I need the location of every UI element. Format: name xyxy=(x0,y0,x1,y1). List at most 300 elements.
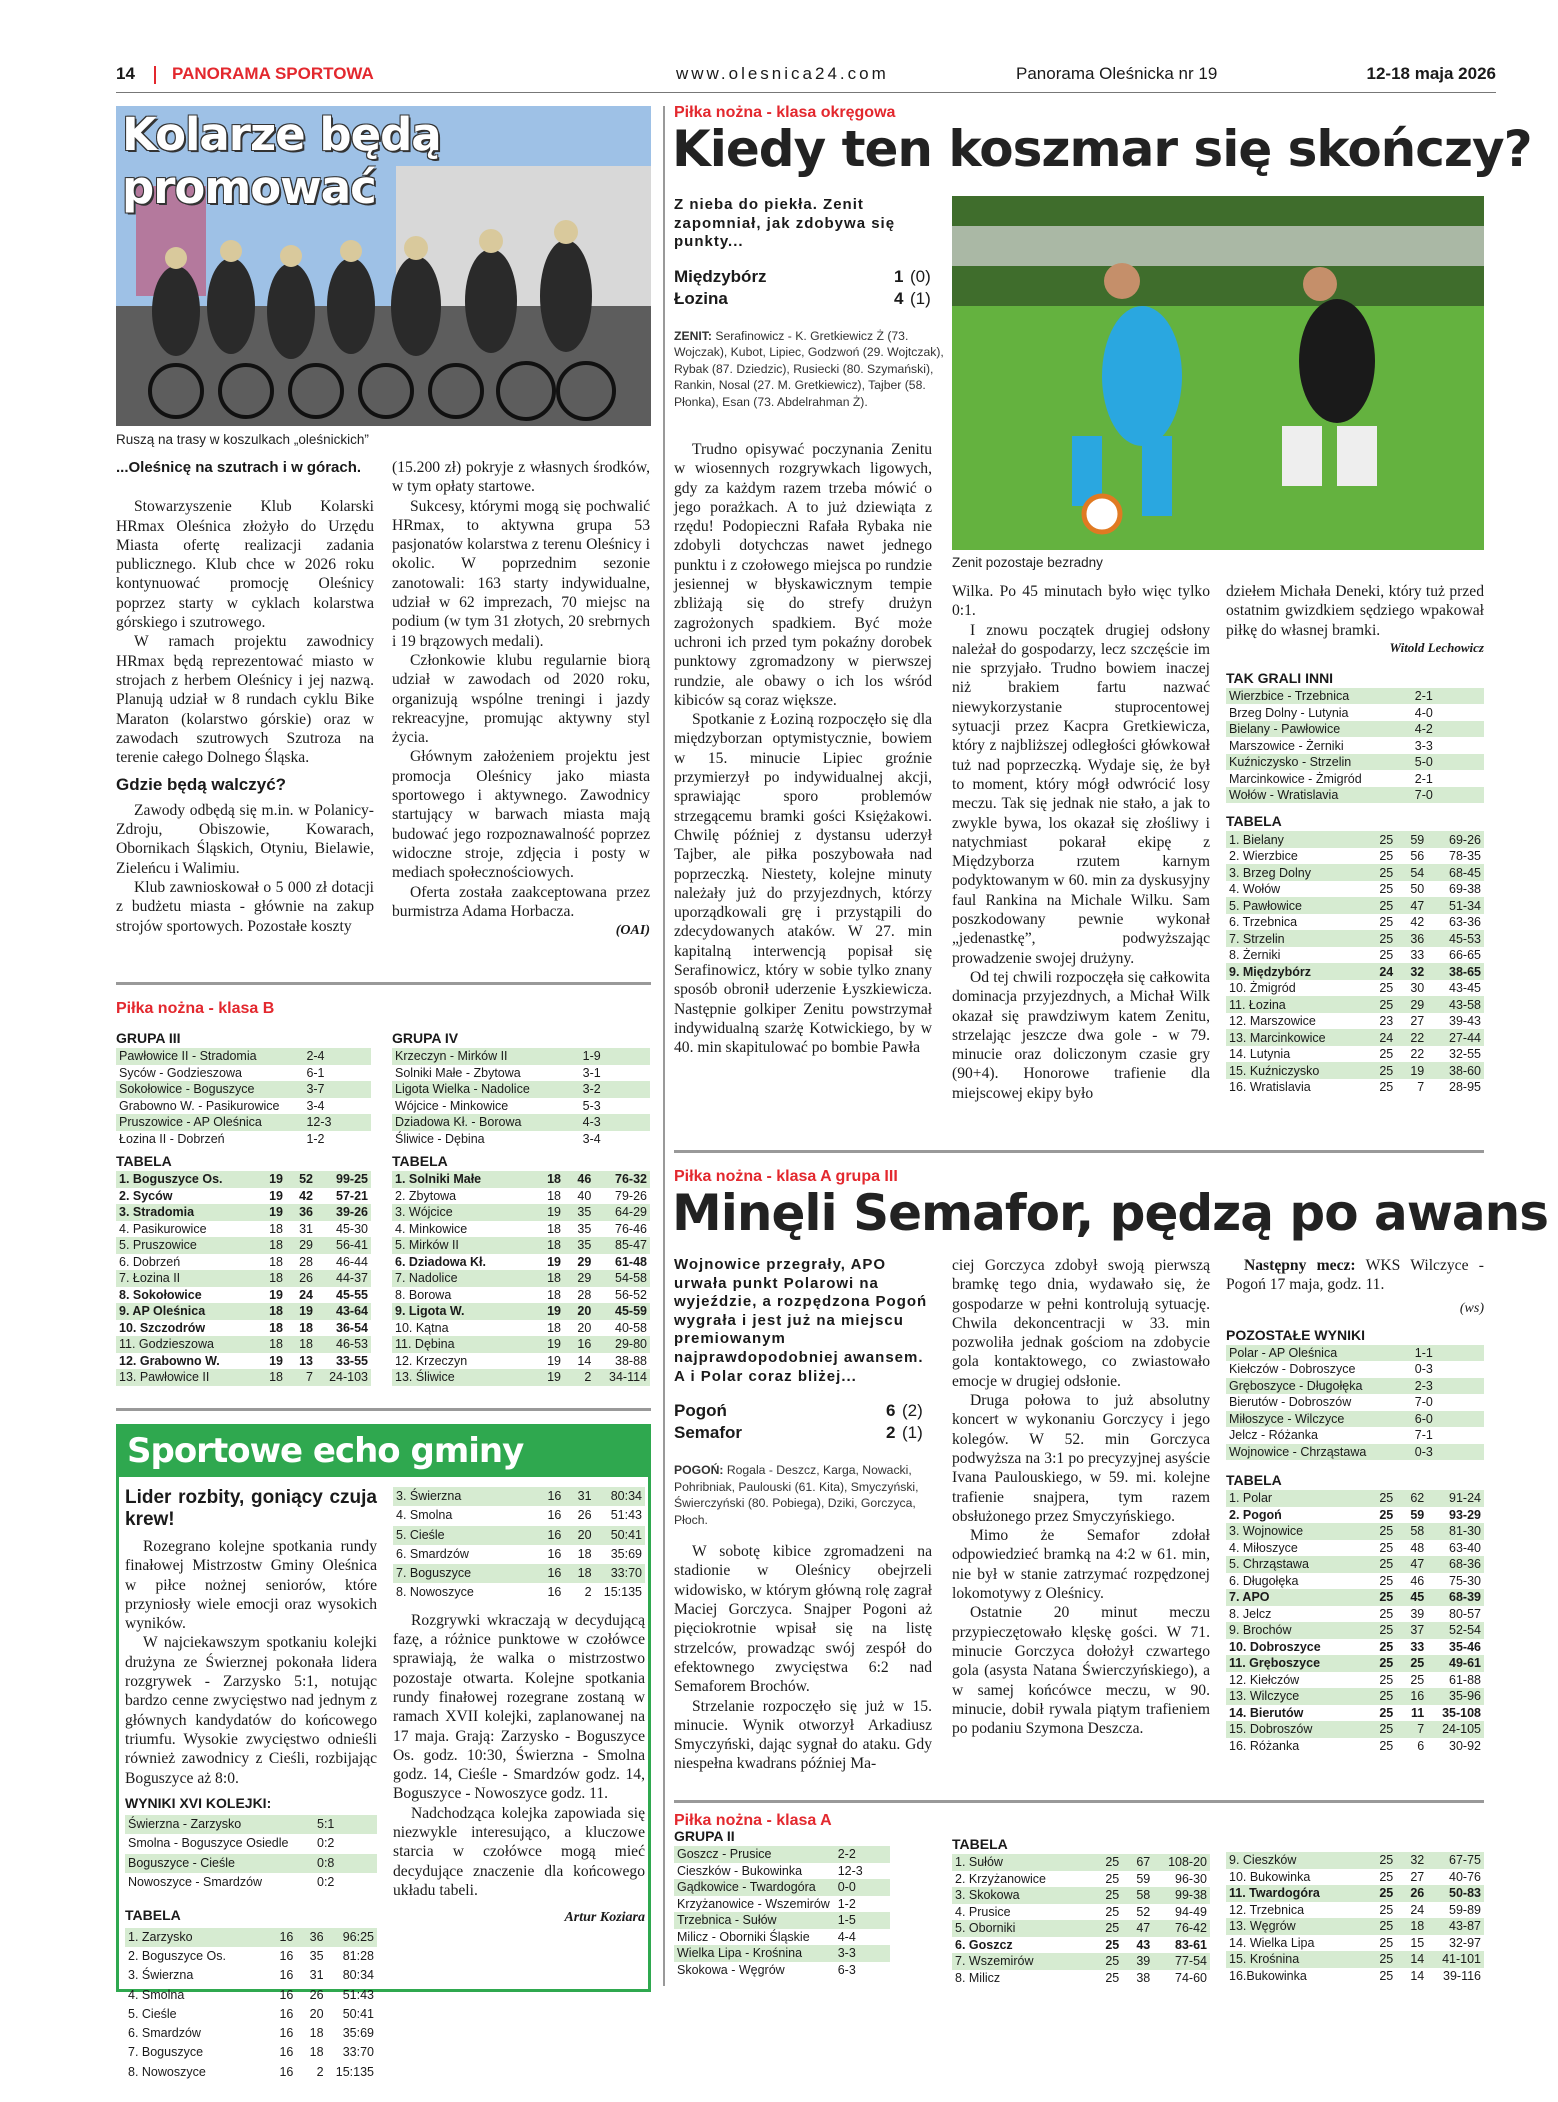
goals-cell: 24-103 xyxy=(316,1369,371,1386)
team-cell: 15. Krośnina xyxy=(1226,1951,1360,1968)
standings-row xyxy=(116,1320,371,1337)
standings-row xyxy=(1226,1079,1484,1096)
standings-row xyxy=(1226,1852,1484,1869)
standings-row xyxy=(116,1287,371,1304)
points-cell: 25 xyxy=(1410,1672,1425,1687)
site-url[interactable]: www.olesnica24.com xyxy=(676,64,889,83)
goals-cell: 43-45 xyxy=(1449,981,1481,996)
zenit-squad-label: ZENIT: xyxy=(674,328,712,343)
result-row xyxy=(392,1048,650,1065)
goals-cell: 43-58 xyxy=(1427,996,1484,1013)
team-cell: 7. Wszemirów xyxy=(952,1953,1086,1970)
score-cell: 2-1 xyxy=(1414,771,1433,786)
standings-row xyxy=(116,1204,371,1221)
team-cell: 5. Oborniki xyxy=(952,1920,1086,1937)
points-cell: 42 xyxy=(1410,915,1425,930)
standings-row xyxy=(392,1287,650,1304)
echo-p1: Rozegrano kolejne spotkania rundy finałowej Mistrzostw Gminy Oleśnica w piłce nożnej seniorów, które przyniosły wiele emocji oraz wysokich wyników. xyxy=(125,1538,377,1633)
team-cell: 5. Pawłowice xyxy=(1226,897,1360,914)
goals-cell: 96:25 xyxy=(327,1928,377,1947)
result-row xyxy=(125,1815,377,1834)
points-cell: 56 xyxy=(1410,849,1425,864)
standings-row xyxy=(392,1336,650,1353)
standings-row xyxy=(116,1171,371,1188)
team-cell: 13. Węgrów xyxy=(1226,1918,1360,1935)
games-cell: 23 xyxy=(1379,1014,1394,1029)
team-cell: 1. Solniki Małe xyxy=(392,1171,534,1188)
goals-cell: 15:135 xyxy=(603,1585,642,1600)
points-cell: 20 xyxy=(577,1320,592,1335)
points-cell: 13 xyxy=(299,1353,313,1368)
goals-cell: 76-46 xyxy=(615,1221,647,1236)
goals-cell: 67-75 xyxy=(1427,1852,1484,1869)
games-cell: 25 xyxy=(1379,1935,1394,1950)
points-cell: 29 xyxy=(577,1254,592,1269)
echo-table-b xyxy=(393,1487,645,1603)
standings-row xyxy=(1226,831,1484,848)
team-cell: 5. Mirków II xyxy=(392,1237,534,1254)
pogon-c3: ciej Gorczyca zdobył swoją pierwszą bramkę tego dnia, wydawało się, że gospodarze w pełni kontrolują sytuację. Chwila dekoncentracji w 33. min pozwoliła jednak gościom na zdobycie gola kontaktowego, co zwiastowało emocje w drugiej odsłonie. xyxy=(952,1257,1210,1390)
standings-row xyxy=(393,1564,645,1583)
standings-row xyxy=(1226,1738,1484,1755)
team-cell: 11. Godzieszowa xyxy=(116,1336,256,1353)
team-cell: 1. Bielany xyxy=(1226,831,1360,848)
standings-row xyxy=(1226,1902,1484,1919)
standings-row xyxy=(1226,1490,1484,1507)
cyclists-caption: Ruszą na trasy w koszulkach „oleśnickich” xyxy=(116,432,369,447)
games-cell: 25 xyxy=(1379,1507,1394,1522)
group3-table-title: TABELA xyxy=(116,1153,172,1169)
football-photo xyxy=(952,196,1484,550)
points-cell: 2 xyxy=(316,2064,324,2079)
goals-cell: 39-116 xyxy=(1443,1968,1481,1983)
team-cell: 4. Pasikurowice xyxy=(119,1221,207,1236)
team-cell: 8. Żerniki xyxy=(1229,948,1281,963)
result-row xyxy=(674,1879,890,1896)
score-cell: 3-3 xyxy=(835,1945,890,1962)
pogon-squad xyxy=(674,1462,932,1528)
standings-row xyxy=(1226,914,1484,931)
football-illustration xyxy=(952,196,1484,550)
games-cell: 16 xyxy=(534,1487,564,1506)
games-cell: 18 xyxy=(256,1303,286,1320)
score-cell: 0-0 xyxy=(835,1879,890,1896)
pogon-team2: Semafor xyxy=(674,1423,743,1443)
score-cell: 4-3 xyxy=(580,1114,650,1131)
standings-row xyxy=(125,1966,377,1985)
goals-cell: 35-46 xyxy=(1449,1639,1481,1654)
goals-cell: 93-29 xyxy=(1449,1507,1481,1522)
team-cell: 2. Pogoń xyxy=(1229,1507,1282,1522)
score-cell: 4-0 xyxy=(1414,705,1433,720)
team-cell: 8. Sokołowice xyxy=(119,1287,202,1302)
games-cell: 25 xyxy=(1379,1672,1394,1687)
pogon-col3 xyxy=(1226,1256,1484,1754)
team-cell: 7. Nadolice xyxy=(392,1270,534,1287)
team-cell: 5. Cieśle xyxy=(128,2006,177,2021)
standings-row xyxy=(952,1920,1210,1937)
games-cell: 25 xyxy=(1360,1688,1396,1705)
page-number: 14 xyxy=(116,64,135,83)
result-row xyxy=(125,1873,377,1892)
zenit-c6: dziełem Michała Deneki, który tuż przed ostatnim gwizdkiem sędziego wpakował piłkę do własnej bramki. xyxy=(1226,583,1484,639)
result-row xyxy=(1226,688,1484,705)
games-cell: 18 xyxy=(547,1320,561,1335)
standings-row xyxy=(1226,1672,1484,1689)
zenit-others xyxy=(1226,688,1484,804)
points-cell: 38 xyxy=(1136,1970,1151,1985)
goals-cell: 91-24 xyxy=(1427,1490,1484,1507)
pogon-next xyxy=(1226,1256,1484,1295)
team-cell: 8. Nowoszyce xyxy=(128,2064,206,2079)
points-cell: 48 xyxy=(1410,1540,1425,1555)
team-cell: 3. Świerzna xyxy=(128,1968,194,1983)
standings-row xyxy=(116,1336,371,1353)
goals-cell: 40-58 xyxy=(615,1320,647,1335)
issue-name: Panorama Oleśnicka nr 19 xyxy=(1016,64,1218,83)
zenit-c4: I znowu początek drugiej odsłony należał do gospodarzy, lecz szczęście im nie sprzyjało. Trudno bowiem inaczej niż brakiem fartu nazwać niewykorzystanie stuprocentowej sytuacji przez Kacpra Gretkiewicza, który z najbliższej odległości główkował tuż nad poprzeczką. Wydaje się, że był to moment, który mógł odwrócić losy meczu. Tak się jednak nie stało, a jak to zwykle bywa, los okazał się złośliwy i natychmiast pokarał ekipę z Międzyborza rzutem karnym podyktowanym w 60. min za dyskusyjny faul Rankina na Michale Wilku. Sam poszkodowany pewnie wykonał „jedenastkę”, podwyższając prowadzenie swojej drużyny. xyxy=(952,621,1210,967)
team-cell: 3. Stradomia xyxy=(116,1204,256,1221)
zenit-table-title: TABELA xyxy=(1226,813,1282,830)
team-cell: 1. Polar xyxy=(1226,1490,1360,1507)
games-cell: 19 xyxy=(269,1353,283,1368)
zenit-half2: (1) xyxy=(910,288,931,308)
score-cell: 2-3 xyxy=(1412,1378,1484,1395)
match-cell: Smolna - Boguszyce Osiedle xyxy=(128,1836,289,1851)
points-cell: 14 xyxy=(577,1353,592,1368)
classA-table-b-box xyxy=(1226,1852,1484,1984)
zenit-col3 xyxy=(1226,582,1484,1095)
score-cell: 1-5 xyxy=(835,1912,890,1929)
games-cell: 19 xyxy=(547,1353,561,1368)
team-cell: 12. Grabowno W. xyxy=(119,1353,220,1368)
standings-row xyxy=(1226,1622,1484,1639)
team-cell: 11. Gręboszyce xyxy=(1226,1655,1360,1672)
score-cell: 1-9 xyxy=(580,1048,650,1065)
zenit-score xyxy=(674,266,944,310)
games-cell: 25 xyxy=(1379,849,1394,864)
score-cell: 0:2 xyxy=(317,1836,335,1851)
result-row xyxy=(1226,754,1484,771)
match-cell: Krzeczyn - Mirków II xyxy=(392,1048,580,1065)
games-cell: 18 xyxy=(269,1320,283,1335)
team-cell: 9. Cieszków xyxy=(1226,1852,1360,1869)
team-cell: 2. Syców xyxy=(119,1188,173,1203)
points-cell: 35 xyxy=(564,1237,594,1254)
pogon-table-title: TABELA xyxy=(1226,1472,1282,1489)
match-cell: Marszowice - Żerniki xyxy=(1229,738,1344,753)
games-cell: 18 xyxy=(269,1221,283,1236)
score-cell: 2-4 xyxy=(303,1048,371,1065)
pogon-next-label: Następny mecz: xyxy=(1244,1257,1356,1274)
group3-table xyxy=(116,1171,371,1386)
points-cell: 14 xyxy=(1410,1968,1425,1983)
team-cell: 9. Ligota W. xyxy=(392,1303,534,1320)
result-row xyxy=(116,1048,371,1065)
team-cell: 11. Łozina xyxy=(1226,996,1360,1013)
result-row xyxy=(1226,1427,1484,1444)
points-cell: 35 xyxy=(564,1204,594,1221)
echo-col1 xyxy=(125,1487,377,2082)
goals-cell: 77-54 xyxy=(1153,1953,1210,1970)
points-cell: 31 xyxy=(309,1968,324,1983)
standings-row xyxy=(1226,881,1484,898)
team-cell: 4. Minkowice xyxy=(395,1221,468,1236)
cyclists-photo xyxy=(116,106,651,426)
match-cell: Wójcice - Minkowice xyxy=(395,1098,509,1113)
games-cell: 19 xyxy=(547,1254,561,1269)
points-cell: 14 xyxy=(1396,1951,1427,1968)
team-cell: 7. Łozina II xyxy=(116,1270,256,1287)
games-cell: 18 xyxy=(256,1369,286,1386)
goals-cell: 45-30 xyxy=(336,1221,368,1236)
score-cell: 5-3 xyxy=(582,1098,601,1113)
match-cell: Sokołowice - Boguszyce xyxy=(116,1081,303,1098)
points-cell: 18 xyxy=(564,1564,594,1583)
team-cell: 10. Bukowinka xyxy=(1229,1869,1311,1884)
games-cell: 18 xyxy=(547,1287,561,1302)
standings-row xyxy=(1226,1556,1484,1573)
goals-cell: 30-92 xyxy=(1449,1738,1481,1753)
standings-row xyxy=(1226,1655,1484,1672)
pogon-c6: Ostatnie 20 minut meczu przypieczętowało klęskę gości. W 71. minucie Gorczyca dołożył czwartego gola (asysta Natana Świerczyńskiego), a w samej końcówce meczu, w 90. minucie, dobił rywala piątym trafieniem po podaniu Szymona Deszcza. xyxy=(952,1604,1210,1738)
rule-zenit xyxy=(674,1150,1484,1153)
points-cell: 18 xyxy=(309,2045,324,2060)
team-cell: 3. Brzeg Dolny xyxy=(1226,864,1360,881)
goals-cell: 39-43 xyxy=(1449,1014,1481,1029)
team-cell: 10. Szczodrów xyxy=(119,1320,206,1335)
points-cell: 35 xyxy=(577,1221,592,1236)
cyclists-p5: (15.200 zł) pokryje z własnych środków, w tym opłaty startowe. xyxy=(392,459,650,496)
standings-row xyxy=(1226,1968,1484,1985)
points-cell: 52 xyxy=(286,1171,316,1188)
match-cell: Skokowa - Węgrów xyxy=(677,1962,785,1977)
goals-cell: 50:41 xyxy=(595,1526,645,1545)
pogon-score xyxy=(674,1400,932,1444)
echo-p4: Nadchodząca kolejka zapowiada się niezwykle interesująco, a kluczowe starcia w czołówce mogą mieć decydujące znaczenie dla końcowego układu tabeli. xyxy=(393,1804,645,1899)
score-cell: 0-3 xyxy=(1414,1362,1433,1377)
classA-results-box xyxy=(674,1828,890,1978)
score-cell: 4-2 xyxy=(1412,721,1484,738)
result-row xyxy=(125,1834,377,1853)
vertical-rule xyxy=(663,106,665,1986)
match-cell: Gręboszyce - Długołęka xyxy=(1226,1378,1412,1395)
points-cell: 54 xyxy=(1396,864,1427,881)
games-cell: 25 xyxy=(1086,1854,1122,1871)
points-cell: 62 xyxy=(1396,1490,1427,1507)
points-cell: 20 xyxy=(564,1303,594,1320)
goals-cell: 33-55 xyxy=(336,1353,368,1368)
points-cell: 39 xyxy=(1122,1953,1153,1970)
points-cell: 16 xyxy=(564,1336,594,1353)
standings-row xyxy=(1226,864,1484,881)
group3-results xyxy=(116,1048,371,1147)
standings-row xyxy=(125,1986,377,2005)
score-cell: 6-1 xyxy=(306,1065,325,1080)
games-cell: 24 xyxy=(1360,963,1396,980)
games-cell: 16 xyxy=(279,1948,294,1963)
team-cell: 14. Bierutów xyxy=(1229,1705,1304,1720)
goals-cell: 45-55 xyxy=(336,1287,368,1302)
team-cell: 7. Boguszyce xyxy=(128,2045,204,2060)
match-cell: Goszcz - Prusice xyxy=(674,1846,835,1863)
team-cell: 1. Zarzysko xyxy=(125,1928,266,1947)
points-cell: 59 xyxy=(1410,1507,1425,1522)
games-cell: 25 xyxy=(1379,1705,1394,1720)
echo-signature: Artur Koziara xyxy=(564,1910,645,1926)
team-cell: 13. Marcinkowice xyxy=(1226,1029,1360,1046)
team-cell: 6. Dziadowa Kł. xyxy=(395,1254,486,1269)
cyclists-title: Kolarze będą promować xyxy=(122,108,441,214)
team-cell: 4. Smolna xyxy=(128,1987,185,2002)
points-cell: 29 xyxy=(286,1237,316,1254)
goals-cell: 43-64 xyxy=(316,1303,371,1320)
games-cell: 25 xyxy=(1379,1080,1394,1095)
points-cell: 33 xyxy=(1410,948,1425,963)
goals-cell: 68-39 xyxy=(1427,1589,1484,1606)
standings-row xyxy=(1226,1639,1484,1656)
team-cell: 6. Dobrzeń xyxy=(119,1254,181,1269)
team-cell: 4. Smolna xyxy=(396,1508,453,1523)
echo-box xyxy=(116,1424,651,2079)
games-cell: 16 xyxy=(547,1508,562,1523)
goals-cell: 66-65 xyxy=(1449,948,1481,963)
zenit-c1: Trudno opisywać poczynania Zenitu w wiosennych rozgrywkach ligowych, gdy za każdym razem trzeba mówić o jego porażkach. A to już dziewiąta z rzędu! Podopieczni Rafała Rybaka nie zdobyli dotychczas nawet jednego punktu i z czołowego miejsca po rundzie jesiennej w błyskawicznym tempie zbliżają się do strefy drużyn zagrożonych spadkiem. Być może uchroni ich przed tym pokaźny dorobek punktowy zgromadzony w pierwszej rundzie, ale obawy o ich los wśród kibiców są coraz większe. xyxy=(674,441,932,709)
result-row xyxy=(1226,1361,1484,1378)
pogon-score2: 2 xyxy=(886,1423,896,1443)
goals-cell: 51-34 xyxy=(1427,897,1484,914)
pogon-others xyxy=(1226,1345,1484,1461)
goals-cell: 35-96 xyxy=(1427,1688,1484,1705)
standings-row xyxy=(1226,1688,1484,1705)
points-cell: 7 xyxy=(286,1369,316,1386)
standings-row xyxy=(1226,947,1484,964)
goals-cell: 54-58 xyxy=(594,1270,650,1287)
goals-cell: 44-37 xyxy=(316,1270,371,1287)
points-cell: 19 xyxy=(286,1303,316,1320)
pogon-squad-text: Rogala - Deszcz, Karga, Nowacki, Pohribniak, Paulouski (61. Kita), Smyczyński, Świerczyński (80. Pobiega), Dziki, Gorczyca, Płoch. xyxy=(674,1463,919,1527)
goals-cell: 29-80 xyxy=(594,1336,650,1353)
goals-cell: 56-41 xyxy=(316,1237,371,1254)
games-cell: 25 xyxy=(1360,1918,1396,1935)
standings-row xyxy=(125,2005,377,2024)
points-cell: 25 xyxy=(1396,1655,1427,1672)
header-divider xyxy=(154,66,156,84)
pogon-squad-label: POGOŃ: xyxy=(674,1463,724,1478)
games-cell: 25 xyxy=(1379,915,1394,930)
issue-date: 12-18 maja 2026 xyxy=(1366,64,1496,83)
group4-table-title: TABELA xyxy=(392,1153,448,1169)
points-cell: 20 xyxy=(564,1526,594,1545)
goals-cell: 40-76 xyxy=(1449,1869,1481,1884)
points-cell: 32 xyxy=(1396,963,1427,980)
group4-title: GRUPA IV xyxy=(392,1030,459,1046)
result-row xyxy=(674,1896,890,1913)
team-cell: 10. Dobroszyce xyxy=(1229,1639,1321,1654)
points-cell: 58 xyxy=(1396,1523,1427,1540)
team-cell: 8. Borowa xyxy=(395,1287,452,1302)
cyclists-p4: Klub zawnioskował o 5 000 zł dotacji z budżetu miasta - głównie na zakup strojów sportowych. Pozostałe koszty xyxy=(116,878,374,935)
score-cell: 3-7 xyxy=(303,1081,371,1098)
header-rule xyxy=(116,92,1496,93)
goals-cell: 69-38 xyxy=(1449,882,1481,897)
match-cell: Gądkowice - Twardogóra xyxy=(674,1879,835,1896)
team-cell: 16.Bukowinka xyxy=(1229,1968,1307,1983)
score-cell: 1-2 xyxy=(837,1896,856,1911)
goals-cell: 61-88 xyxy=(1449,1672,1481,1687)
games-cell: 24 xyxy=(1360,1029,1396,1046)
games-cell: 25 xyxy=(1360,897,1396,914)
football-caption: Zenit pozostaje bezradny xyxy=(952,555,1103,570)
cyclists-p9: Oferta została zaakceptowana przez burmistrza Adama Horbacza. xyxy=(392,883,650,920)
goals-cell: 32-97 xyxy=(1449,1935,1481,1950)
points-cell: 18 xyxy=(309,2026,324,2041)
cyclists-lead: ...Oleśnicę na szutrach i w górach. xyxy=(116,459,362,476)
zenit-kicker: Piłka nożna - klasa okręgowa xyxy=(674,104,896,121)
goals-cell: 46-53 xyxy=(316,1336,371,1353)
score-cell: 5-0 xyxy=(1412,754,1484,771)
goals-cell: 96-30 xyxy=(1175,1871,1207,1886)
team-cell: 11. Twardogóra xyxy=(1226,1885,1360,1902)
zenit-score2: 4 xyxy=(894,288,904,308)
standings-row xyxy=(116,1188,371,1205)
games-cell: 25 xyxy=(1360,864,1396,881)
pogon-c5: Mimo że Semafor zdołał odpowiedzieć bramką na 4:2 w 61. min, nie był w stanie zatrzymać rozpędzonej lokomotywy z Oleśnicy. xyxy=(952,1527,1210,1603)
goals-cell: 38-60 xyxy=(1427,1062,1484,1079)
match-cell: Brzeg Dolny - Lutynia xyxy=(1229,705,1349,720)
group3-title: GRUPA III xyxy=(116,1030,181,1046)
standings-row xyxy=(125,2024,377,2043)
section-name: PANORAMA SPORTOWA xyxy=(172,64,374,83)
classA-kicker: Piłka nożna - klasa A xyxy=(674,1812,832,1829)
score-cell: 4-4 xyxy=(837,1929,856,1944)
goals-cell: 39-26 xyxy=(316,1204,371,1221)
games-cell: 25 xyxy=(1360,930,1396,947)
score-cell: 7-0 xyxy=(1414,1395,1433,1410)
games-cell: 16 xyxy=(547,1546,562,1561)
standings-row xyxy=(392,1188,650,1205)
games-cell: 25 xyxy=(1086,1887,1122,1904)
score-cell: 7-0 xyxy=(1412,787,1484,804)
standings-row xyxy=(1226,1540,1484,1557)
games-cell: 19 xyxy=(534,1336,564,1353)
zenit-half1: (0) xyxy=(910,266,931,286)
points-cell: 46 xyxy=(1410,1573,1425,1588)
match-cell: Bielany - Pawłowice xyxy=(1226,721,1412,738)
points-cell: 36 xyxy=(1396,930,1427,947)
points-cell: 59 xyxy=(1396,831,1427,848)
standings-row xyxy=(116,1369,371,1386)
standings-row xyxy=(392,1303,650,1320)
result-row xyxy=(1226,1378,1484,1395)
standings-row xyxy=(392,1320,650,1337)
classB-kicker: Piłka nożna - klasa B xyxy=(116,1000,275,1017)
standings-row xyxy=(392,1204,650,1221)
standings-row xyxy=(952,1854,1210,1871)
team-cell: 6. Smardzów xyxy=(396,1546,469,1561)
classA-table-b xyxy=(1226,1852,1484,1984)
goals-cell: 32-55 xyxy=(1449,1047,1481,1062)
zenit-squad xyxy=(674,328,944,411)
pogon-c2: Strzelanie rozpoczęło się już w 15. minucie. Wynik otworzył Arkadiusz Smyczyński, dając sygnał do ataku. Gdy niespełna kwadrans później Ma- xyxy=(674,1697,932,1773)
goals-cell: 51:43 xyxy=(342,1987,374,2002)
pogon-info xyxy=(674,1256,932,1774)
goals-cell: 76-42 xyxy=(1153,1920,1210,1937)
points-cell: 24 xyxy=(1410,1902,1425,1917)
match-cell: Wołów - Wratislavia xyxy=(1226,787,1412,804)
team-cell: 2. Boguszyce Os. xyxy=(128,1948,226,1963)
standings-row xyxy=(1226,1918,1484,1935)
